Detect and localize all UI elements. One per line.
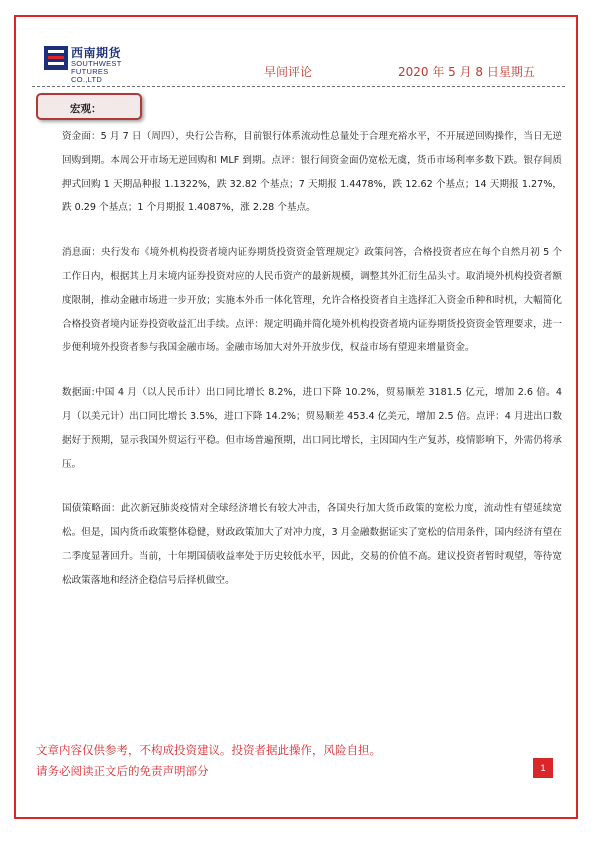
- article-body: [62, 125, 562, 614]
- report-title: 早间评论: [264, 65, 313, 79]
- paragraph-funding: 资金面：5 月 7 日（周四），央行公告称，目前银行体系流动性总量处于合理充裕水平，不开展逆回购操作，当日无逆回购到期。本周公开市场无逆回购和 MLF 到期。点评：银行间资金面仍宽松无虞，货币市场利率多数下跌。银存间质押式回购 1 天期品种报 1.1322%，跌 32.82 个基点；7 天期报 1.4478%，跌 12.62 个基点；14 天期报 1.27%，跌 0.29 个基点；1 个月期报 1.4087%，涨 2.28 个基点。: [62, 131, 562, 214]
- header-divider: [32, 86, 565, 87]
- logo-name-cn: 西南期货: [71, 46, 122, 60]
- paragraph-bond-strategy: 国债策略面：此次新冠肺炎疫情对全球经济增长有较大冲击，各国央行加大货币政策的宽松力度，流动性有望延续宽松。但是，国内货币政策整体稳健，财政政策加大了对冲力度，3 月金融数据证实了宽松的信用条件，国内经济有望在二季度显著回升。当前，十年期国债收益率处于历史较低水平，因此，交易的价值不高。建议投资者暂时观望，等待宽松政策落地和经济企稳信号后择机做空。: [62, 503, 562, 586]
- report-date: 2020 年 5 月 8 日星期五: [398, 65, 535, 79]
- disclaimer: [36, 740, 381, 782]
- section-label: 宏观：: [36, 93, 142, 120]
- disclaimer-line-1: 文章内容仅供参考，不构成投资建议。投资者据此操作，风险自担。: [36, 743, 381, 757]
- page-number: 1: [533, 758, 553, 778]
- disclaimer-line-2: 请务必阅读正文后的免责声明部分: [36, 764, 209, 778]
- paragraph-news: 消息面：央行发布《境外机构投资者境内证券期货投资资金管理规定》政策问答，合格投资者应在每个自然月初 5 个工作日内，根据其上月末境内证券投资对应的人民币资产的最新规模，调整其外汇衍生品头寸。取消境外机构投资者额度限制，推动金融市场进一步开放；实施本外币一体化管理，允许合格投资者自主选择汇入资金币种和时机，大幅简化合格投资者境内证券投资收益汇出手续。点评：规定明确并简化境外机构投资者境内证券期货投资资金管理要求，进一步便利境外投资者参与我国金融市场。金融市场加大对外开放步伐，权益市场有望迎来增量资金。: [62, 247, 562, 354]
- company-logo: [44, 44, 134, 84]
- logo-mark-icon: [44, 46, 68, 70]
- logo-name-en: SOUTHWEST FUTURES CO.,LTD: [71, 59, 122, 84]
- paragraph-data: 数据面:中国 4 月（以人民币计）出口同比增长 8.2%，进口下降 10.2%，贸易顺差 3181.5 亿元，增加 2.6 倍。4 月（以美元计）出口同比增长 3.5%，进口下降 14.2%；贸易顺差 453.4 亿美元，增加 2.5 倍。点评：4 月进出口数据好于预期，显示我国外贸运行平稳。但市场普遍预期，出口同比增长，主因国内生产复苏，疫情影响下，外需仍将承压。: [62, 387, 562, 470]
